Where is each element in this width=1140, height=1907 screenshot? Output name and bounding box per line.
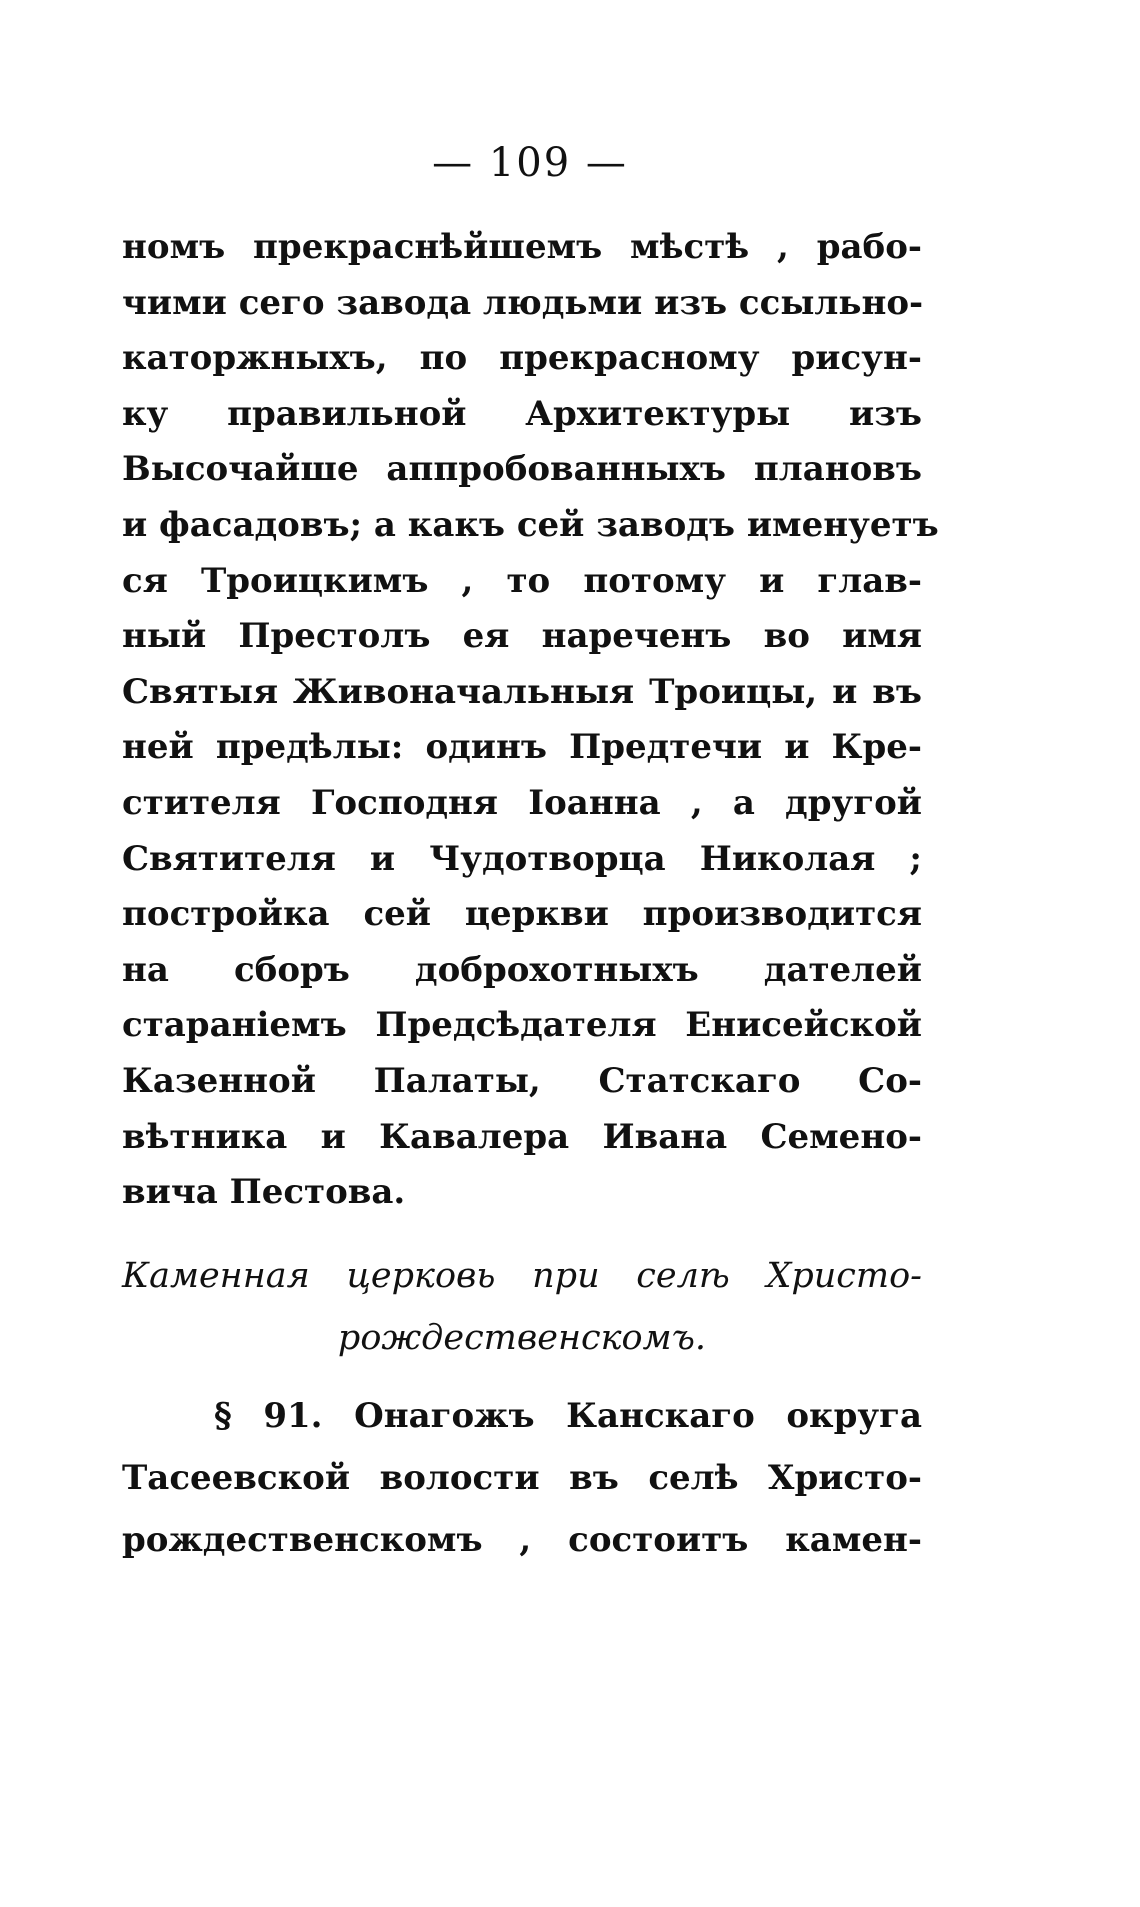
text-line: ку правильной Архитектуры изъ xyxy=(122,393,922,434)
text-line: ный Престолъ ея нареченъ во имя xyxy=(122,616,922,657)
section-heading xyxy=(122,1245,922,1369)
paragraph-section-91 xyxy=(122,1385,922,1571)
text-line: номъ прекраснѣйшемъ мѣстѣ , рабо- xyxy=(122,227,922,267)
text-line: вѣтника и Кавалера Ивана Семено- xyxy=(122,1116,922,1157)
text-line: Святыя Живоначальныя Троицы, и въ xyxy=(122,671,922,712)
text-line: стителя Господня Іоанна , а другой xyxy=(122,782,922,823)
text-line: и фасадовъ; а какъ сей заводъ именуетъ xyxy=(122,504,939,545)
text-line: Высочайше аппробованныхъ плановъ xyxy=(122,449,922,490)
text-line: чими сего завода людьми изъ ссыльно- xyxy=(122,282,924,323)
text-line: на сборъ доброхотныхъ дателей xyxy=(122,949,922,990)
text-line: Тасеевской волости въ селѣ Христо- xyxy=(122,1458,922,1498)
section-heading-line: Каменная церковь при селѣ Христо- xyxy=(122,1256,922,1296)
text-line: рождественскомъ , состоитъ камен- xyxy=(122,1520,922,1560)
page-number: — 109 — xyxy=(432,140,628,186)
text-line: Казенной Палаты, Статскаго Со- xyxy=(122,1060,922,1101)
text-line: ней предѣлы: одинъ Предтечи и Кре- xyxy=(122,727,922,768)
text-line: вича Пестова. xyxy=(122,1172,406,1213)
text-line: каторжныхъ, по прекрасному рисун- xyxy=(122,338,922,379)
section-heading-line: рождественскомъ. xyxy=(337,1318,707,1358)
text-line: стараніемъ Предсѣдателя Енисейской xyxy=(122,1005,922,1046)
text-line: постройка сей церкви производится xyxy=(122,894,922,935)
text-line: ся Троицкимъ , то потому и глав- xyxy=(122,560,922,601)
text-line: Святителя и Чудотворца Николая ; xyxy=(122,838,922,879)
text-line: § 91. Онагожъ Канскаго округа xyxy=(214,1396,922,1436)
paragraph-continued xyxy=(122,220,939,1221)
